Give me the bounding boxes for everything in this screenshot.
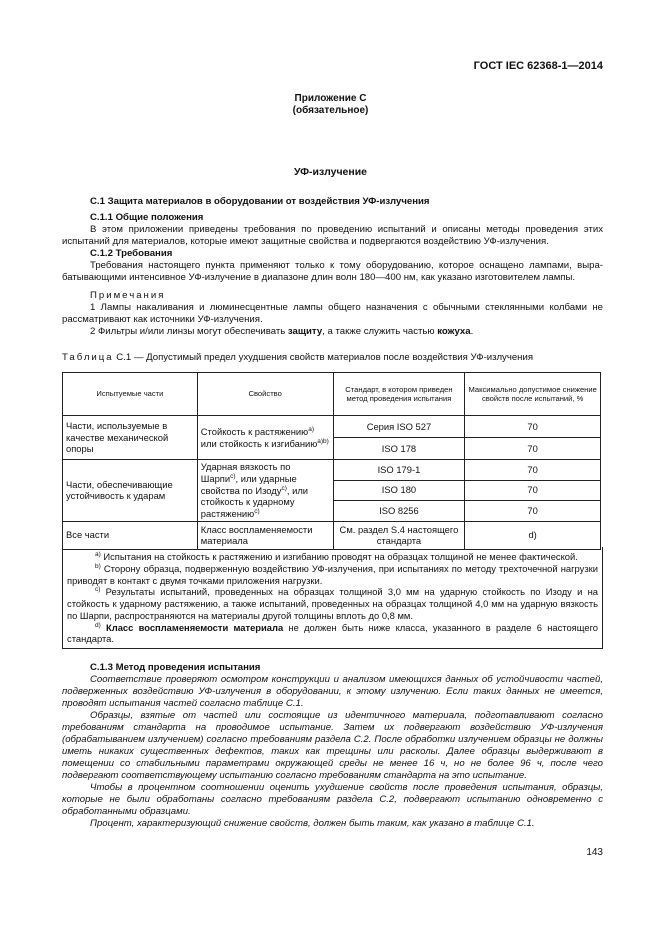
table-row xyxy=(63,521,601,549)
note-2-text-c: , а также служить частью xyxy=(322,325,438,337)
note-2-text-e: . xyxy=(470,325,474,337)
row3-standard: См. раздел S.4 настоящего стандарта xyxy=(333,521,465,549)
row3-part: Все части xyxy=(63,521,198,549)
c13-heading: С.1.3 Метод проведения испытания xyxy=(90,662,261,673)
notes-label: Примечания xyxy=(90,289,166,301)
note-2-term-enclosure: кожуха xyxy=(437,325,471,337)
row2-value-3: 70 xyxy=(465,501,601,522)
footnote-a-mark: a) xyxy=(95,550,101,558)
c13-paragraph-4: Процент, характеризующий снижение свойств, должен быть таким, как указано в таблице С.1. xyxy=(90,817,535,829)
footnote-b-mark: b) xyxy=(95,562,101,570)
row3-property: Класс воспламеняемости материала xyxy=(197,521,333,549)
row1-property-a: Стойкость к растяжению xyxy=(200,425,309,437)
row1-part: Части, используемые в качестве механической опоры xyxy=(63,416,198,460)
row2-standard-1: ISO 179-1 xyxy=(333,460,465,481)
note-1: 1 Лампы накаливания и люминесцентные лампы общего назначения с обычными стеклянными колбами не рассматривают как источники УФ-излучения. xyxy=(62,301,603,325)
c13-paragraph-2: Образцы, взятые от частей или состоящие из идентичного материала, подготавливают согласно требованиям стандарта на проводимое испытание. Затем их подвергают воздействию УФ-излучения (обрабатыванием излучением) согласно требованиям раздела С.2. После обработки излучением образцы не должны иметь никаких существенных дефектов, таких как трещины или расколы. Далее образцы выдерживают в помещении со стабильными параметрами окружающей среды не менее 16 ч, но не более 96 ч, после чего подвергают соответствующему испытанию согласно требованиям стандарта на это испытание. xyxy=(62,709,603,781)
footnote-a-text: Испытания на стойкость к растяжению и изгибанию проводят на образцах толщиной не менее фактической. xyxy=(100,551,578,562)
row2-sup-a: c) xyxy=(230,472,236,480)
footnote-a xyxy=(67,551,598,563)
uv-degradation-table xyxy=(62,372,601,550)
c12-heading: С.1.2 Требования xyxy=(90,247,173,259)
note-2-term-protection: защиту xyxy=(287,325,323,337)
page-number: 143 xyxy=(586,847,603,858)
header-max-reduction: Максимально допустимое снижение свойств после испытаний, % xyxy=(465,373,601,416)
row2-property-a: Ударная вязкость по Шарпи xyxy=(200,461,291,484)
row1-standard-1: Серия ISO 527 xyxy=(333,416,465,438)
row2-sup-c: c) xyxy=(254,507,260,515)
row1-standard-2: ISO 178 xyxy=(333,438,465,460)
row1-value-2: 70 xyxy=(465,438,601,460)
footnote-d-mark: d) xyxy=(95,621,101,629)
row2-part: Части, обеспечивающие устойчивость к ударам xyxy=(63,460,198,522)
footnote-b-text: Сторону образца, подверженную воздействию УФ-излучения, при испытаниях по методу трехточечной нагрузки приводят в контакт с двумя точками приложения нагрузки. xyxy=(67,562,598,586)
row1-sup-a: a) xyxy=(308,425,314,433)
footnote-c xyxy=(67,586,598,621)
note-2-text-a: 2 Фильтры и/или линзы могут обеспечивать xyxy=(90,325,288,337)
row2-sup-b: c) xyxy=(281,484,287,492)
table-caption-label: Таблица xyxy=(62,352,114,363)
c11-heading: С.1.1 Общие положения xyxy=(90,211,204,223)
row2-property-c: , или стойкость к ударному растяжению xyxy=(200,484,309,519)
section-c1 xyxy=(62,196,603,338)
annex-status: (обязательное) xyxy=(292,105,369,116)
header-parts: Испытуемые части xyxy=(63,373,198,416)
row1-property xyxy=(197,416,333,460)
row2-value-2: 70 xyxy=(465,480,601,501)
c13-paragraph-3: Чтобы в процентном соотношении оценить ухудшение свойств после проведения испытания, образцы, которые не были обработаны согласно требованиям раздела С.2, подвергают испытанию одновременно с обработанными образцами. xyxy=(62,781,603,817)
footnote-b xyxy=(67,563,598,587)
c13-paragraph-1: Соответствие проверяют осмотром конструкции и анализом имеющихся данных об устойчивости частей, подверженных воздействию УФ-излучения в оборудовании, к этому излучению. Если таких данных не имеется, проводят испытания частей согласно таблице С.1. xyxy=(62,673,603,709)
row1-value-1: 70 xyxy=(465,416,601,438)
row1-sup-b: a)b) xyxy=(317,437,329,445)
c11-text: В этом приложении приведены требования по проведению испытаний и описаны методы проведения этих испытаний для материалов, которые имеют защитные свойства и подвергаются воздействию УФ-излучения. xyxy=(62,223,603,247)
row3-value: d) xyxy=(465,521,601,549)
table-footnotes xyxy=(62,547,603,649)
table-row xyxy=(63,416,601,438)
table-row xyxy=(63,460,601,481)
row2-value-1: 70 xyxy=(465,460,601,481)
document-header: ГОСТ IEC 62368-1—2014 xyxy=(473,60,603,72)
row2-standard-3: ISO 8256 xyxy=(333,501,465,522)
footnote-c-mark: c) xyxy=(95,586,101,594)
section-title: УФ-излучение xyxy=(293,166,368,178)
table-caption xyxy=(62,352,603,364)
section-c13 xyxy=(62,662,603,830)
c12-text: Требования настоящего пункта применяют только к тому оборудованию, которое оснащено лампами, выра-батывающими интенсивное УФ-излучение в диапазоне длин волн 180—400 нм, как указано изготовителем лампы. xyxy=(62,259,603,283)
row2-property-b: , или ударные свойства по Изоду xyxy=(200,472,297,496)
footnote-d-term: Класс воспламеняемости материала xyxy=(100,621,284,633)
c1-heading: С.1 Защита материалов в оборудовании от воздействия УФ-излучения xyxy=(90,196,430,207)
row2-property xyxy=(197,460,333,522)
annex-title: Приложение С xyxy=(294,93,367,104)
footnote-d xyxy=(67,622,598,646)
footnote-c-text: Результаты испытаний, проведенных на образцах толщиной 3,0 мм на ударную стойкость по Изоду и на стойкость к ударному растяжению, а также испытаний, проведенных на образцах толщиной 4,0 мм на ударную вязкость по Шарпи, распространяются на материалы другой толщины вплоть до 0,8 мм. xyxy=(67,586,598,621)
note-2 xyxy=(62,326,603,338)
header-property: Свойство xyxy=(197,373,333,416)
footnote-d-text: не должен быть ниже класса, указанного в разделе 6 настоящего стандарта. xyxy=(67,621,598,645)
row2-standard-2: ISO 180 xyxy=(333,480,465,501)
table-header-row xyxy=(63,373,601,416)
row1-property-b: или стойкость к изгибанию xyxy=(200,437,318,449)
header-standard: Стандарт, в котором приведен метод проведения испытания xyxy=(333,373,465,416)
table-caption-text: С.1 — Допустимый предел ухудшения свойств материалов после воздействия УФ-излучения xyxy=(113,352,534,363)
